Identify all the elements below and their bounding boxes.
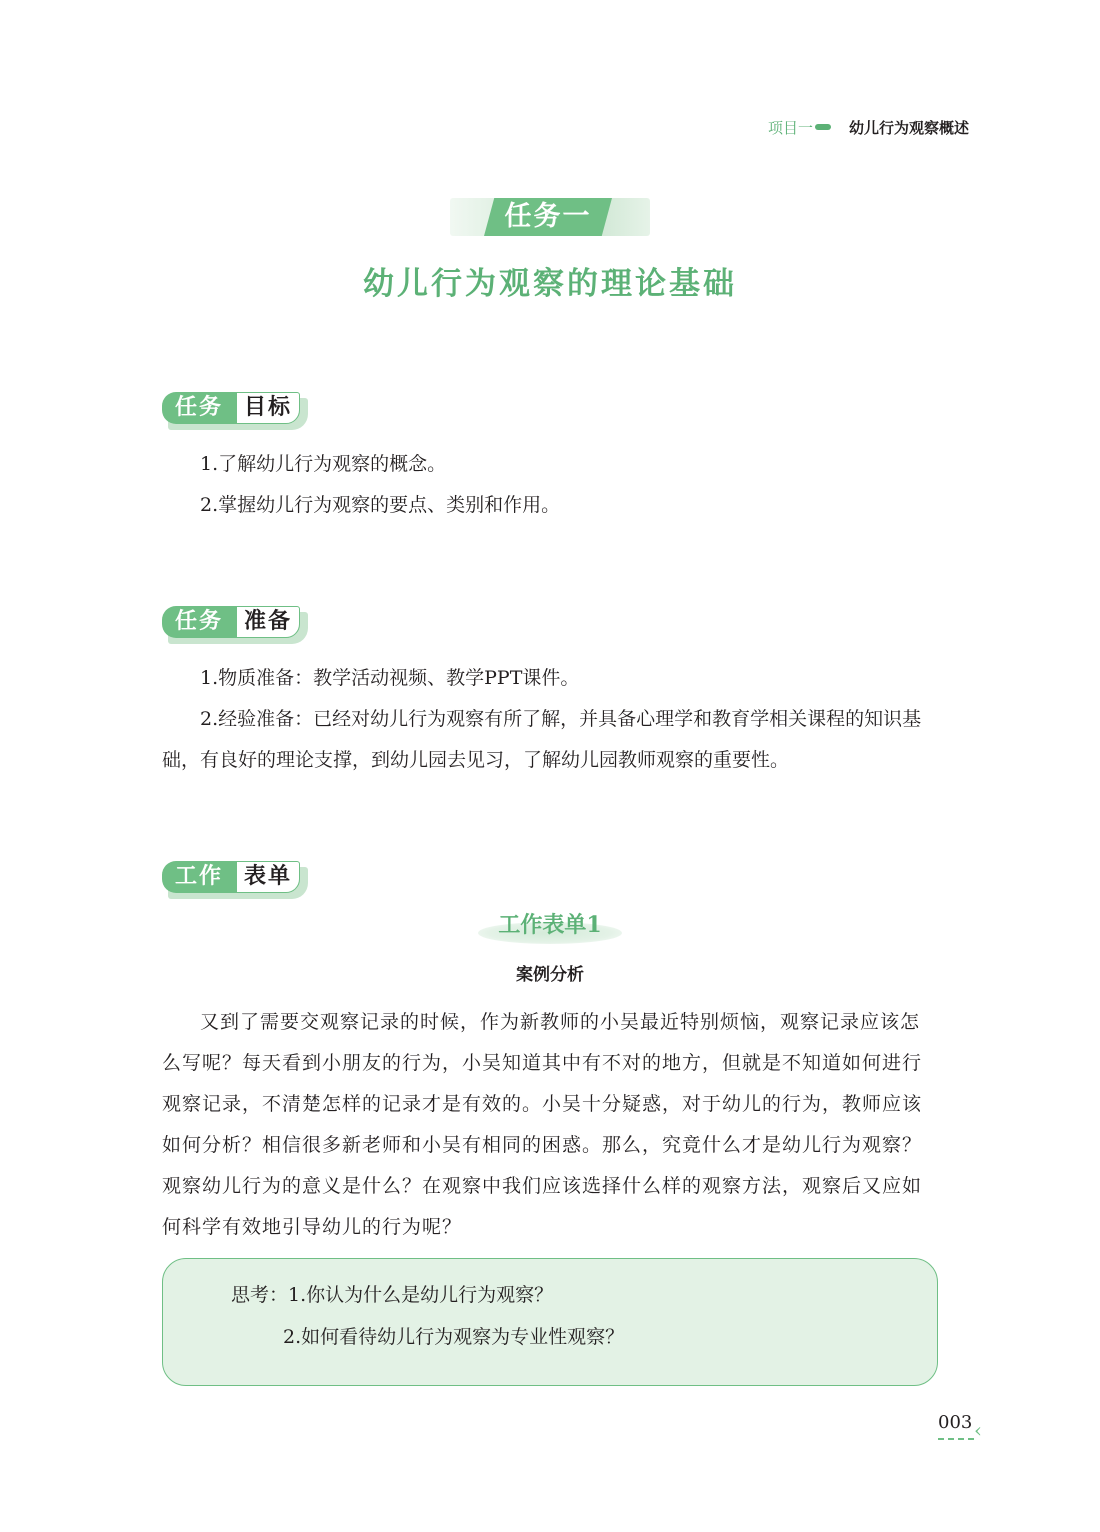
running-header (768, 116, 969, 138)
prep-item: 1.物质准备：教学活动视频、教学PPT课件。 (200, 667, 580, 689)
case-text: 又到了需要交观察记录的时候，作为新教师的小吴最近特别烦恼，观察记录应该怎么写呢？每天看到小朋友的行为，小吴知道其中有不对的地方，但就是不知道如何进行观察记录，不清楚怎样的记录才是有效的。小吴十分疑惑，对于幼儿的行为，教师应该如何分析？相信很多新老师和小吴有相同的困惑。那么，究竟什么才是幼儿行为观察？观察幼儿行为的意义是什么？在观察中我们应该选择什么样的观察方法，观察后又应如何科学有效地引导幼儿的行为呢？ (162, 1011, 923, 1238)
page-number (938, 1412, 982, 1442)
badge-right: 目标 (236, 392, 300, 424)
page-number-dash (938, 1438, 974, 1440)
chevron-left-icon: ‹ (974, 1418, 982, 1442)
section-badge-prep (162, 606, 308, 644)
page-title: 幼儿行为观察的理论基础 (363, 266, 737, 302)
think-question-2: 2.如何看待幼儿行为观察为专业性观察？ (283, 1326, 625, 1348)
project-label: 项目一 (768, 118, 814, 137)
section-badge-goals (162, 392, 308, 430)
project-title: 幼儿行为观察概述 (849, 118, 970, 137)
badge-right: 表单 (236, 861, 300, 893)
project-bar (815, 124, 831, 130)
badge-left: 工作 (162, 861, 236, 893)
badge-left: 任务 (162, 606, 236, 638)
think-question-1: 思考：1.你认为什么是幼儿行为观察？ (231, 1284, 554, 1306)
page-number-text: 003 (938, 1412, 973, 1433)
badge-left: 任务 (162, 392, 236, 424)
goal-item: 2.掌握幼儿行为观察的要点、类别和作用。 (200, 494, 561, 516)
worksheet-title (478, 906, 622, 944)
case-title: 案例分析 (516, 965, 584, 985)
goals-list (162, 444, 938, 526)
prep-list (162, 658, 938, 781)
task-banner (450, 198, 650, 236)
task-label: 任务一 (504, 201, 592, 232)
goal-item: 1.了解幼儿行为观察的概念。 (200, 453, 447, 475)
section-badge-worksheet (162, 861, 308, 899)
prep-item: 2.经验准备：已经对幼儿行为观察有所了解，并具备心理学和教育学相关课程的知识基础，有良好的理论支撑，到幼儿园去见习，了解幼儿园教师观察的重要性。 (162, 708, 922, 771)
worksheet-title-text: 工作表单1 (498, 912, 602, 938)
think-box (162, 1258, 938, 1386)
badge-right: 准备 (236, 606, 300, 638)
